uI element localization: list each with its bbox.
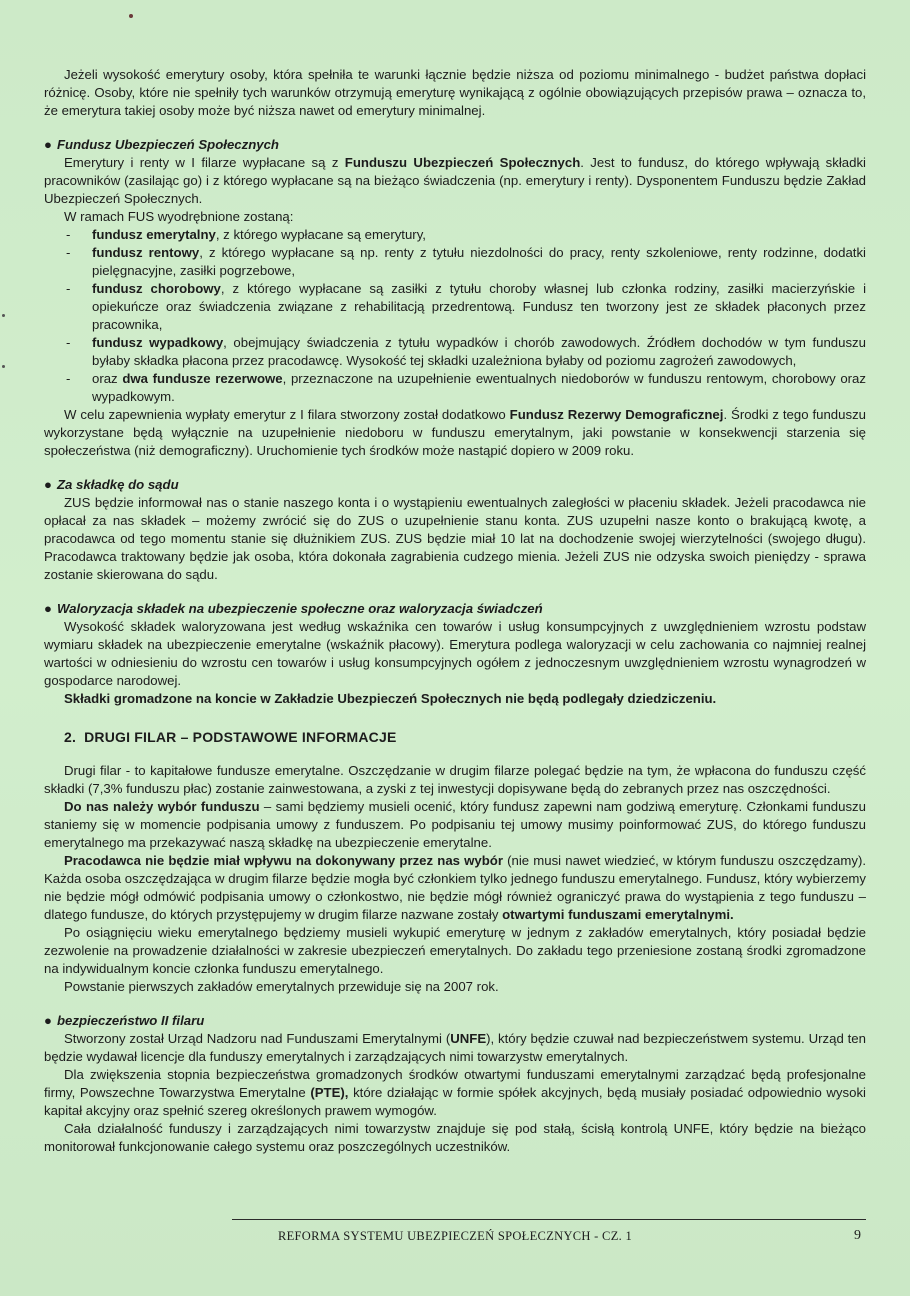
bullet-icon: ●: [44, 601, 52, 616]
section-heading-sad: [44, 476, 866, 494]
list-item: - fundusz rentowy, z którego wypłacane są np. renty z tytułu niezdolności do pracy, renty szkoleniowe, renty rodzinne, dodatki pielęgnacyjne, zasiłki pogrzebowe,: [44, 244, 866, 280]
bullet-icon: ●: [44, 477, 52, 492]
fus-paragraph-3: W celu zapewnienia wypłaty emerytur z I filara stworzony został dodatkowo Fundusz Rezerwy Demograficznej. Środki z tego funduszu wykorzystane będą wyłącznie na uzupełnienie niedoboru w funduszu emerytalnym, jaki powstanie w konsekwencji starzenia się społeczeństwa (niż demograficzny). Uruchomienie tych środków może nastąpić dopiero w 2009 roku.: [44, 407, 866, 458]
margin-mark: [2, 314, 5, 317]
filar2-paragraph-2: Do nas należy wybór funduszu – sami będziemy musieli ocenić, który fundusz zapewni nam godziwą emeryturę. Członkami funduszu staniemy się w momencie podpisania umowy z funduszem. Po podpisaniu tej umowy musimy poinformować ZUS, do którego funduszu emerytalnego ma przekazywać naszą składkę na ubezpieczenie emerytalne.: [44, 799, 866, 850]
footer-rule: [232, 1219, 866, 1220]
section-heading-fus: [44, 136, 866, 154]
print-dot: [129, 14, 133, 18]
chapter-heading: 2. DRUGI FILAR – PODSTAWOWE INFORMACJE: [64, 729, 397, 745]
bezp-paragraph-3: Cała działalność funduszy i zarządzających nimi towarzystw znajduje się pod stałą, ścisłą kontrolą UNFE, który będzie na bieżąco monitorował funkcjonowanie całego systemu oraz poszczególnych uczestników.: [44, 1121, 866, 1154]
section-title: Waloryzacja składek na ubezpieczenie społeczne oraz waloryzacja świadczeń: [56, 601, 543, 616]
section-heading-bezpieczenstwo: [44, 1012, 866, 1030]
bullet-icon: ●: [44, 1013, 52, 1028]
sad-paragraph: ZUS będzie informował nas o stanie naszego konta i o wystąpieniu ewentualnych zaległości w płaceniu składek. Jeżeli pracodawca nie opłacał za nas składek – możemy zwrócić się do ZUS o uzupełnienie stanu konta. ZUS uzupełni nasze konto o brakującą kwotę, a pracodawca od tego momentu stanie się dłużnikiem ZUS. ZUS będzie miał 10 lat na dochodzenie swojej wierzytelności (swojego długu). Pracodawca traktowany będzie jak osoba, która dokonała zagrabienia cudzego mienia. Jeżeli ZUS nie odzyska swoich pieniędzy - sprawa zostanie skierowana do sądu.: [44, 495, 866, 582]
list-item: - fundusz chorobowy, z którego wypłacane są zasiłki z tytułu choroby własnej lub członka rodziny, zasiłki macierzyńskie i opiekuńcze oraz świadczenia związane z rehabilitacją przedrentową. Fundusz ten tworzony jest ze składek płaconych przez pracownika,: [44, 280, 866, 334]
section-heading-waloryzacja: [44, 600, 866, 618]
bullet-icon: ●: [44, 137, 52, 152]
list-item: - fundusz wypadkowy, obejmujący świadczenia z tytułu wypadków i chorób zawodowych. Źródłem dochodów w tym funduszu byłaby składka płacona przez pracodawcę. Wysokość tej składki uzależniona byłaby od poziomu zagrożeń zawodowych,: [44, 334, 866, 370]
bezp-paragraph-2: Dla zwiększenia stopnia bezpieczeństwa gromadzonych środków otwartymi funduszami emerytalnymi zarządzać będą profesjonalne firmy, Powszechne Towarzystwa Emerytalne (PTE), które działając w formie spółek akcyjnych, będą musiały posiadać odpowiednio wysoki kapitał akcyjny oraz spełnić szereg określonych prawem wymogów.: [44, 1067, 866, 1118]
filar2-paragraph-1: Drugi filar - to kapitałowe fundusze emerytalne. Oszczędzanie w drugim filarze polegać będzie na tym, że wpłacona do funduszu część składki (7,3% funduszu płac) zostanie zainwestowana, a zyski z tej inwestycji dopisywane będą do zebranych przez nas oszczędności.: [44, 763, 866, 796]
margin-mark: [2, 365, 5, 368]
document-body: [44, 66, 866, 1156]
intro-paragraph: Jeżeli wysokość emerytury osoby, która spełniła te warunki łącznie będzie niższa od poziomu minimalnego - budżet państwa dopłaci różnicę. Osoby, które nie spełniły tych warunków otrzymują emeryturę wynikającą z ogólnie obowiązujących przepisów prawa – oznacza to, że emerytura takiej osoby może być niższa nawet od emerytury minimalnej.: [44, 67, 866, 118]
section-title: Za składkę do sądu: [56, 477, 179, 492]
filar2-paragraph-4: Po osiągnięciu wieku emerytalnego będziemy musieli wykupić emeryturę w jednym z zakładów emerytalnych, który posiadał będzie zezwolenie na prowadzenie działalności w zakresie ubezpieczeń emerytalnych. Do zakładu tego przeniesione zostaną środki zgromadzone na indywidualnym koncie członka funduszu emerytalnego.: [44, 925, 866, 976]
fus-fund-list: [44, 226, 866, 406]
footer-title: REFORMA SYSTEMU UBEZPIECZEŃ SPOŁECZNYCH - CZ. 1: [277, 1229, 633, 1243]
page-number: 9: [854, 1228, 861, 1243]
filar2-paragraph-3: Pracodawca nie będzie miał wpływu na dokonywany przez nas wybór (nie musi nawet wiedzieć, w którym funduszu oszczędzamy). Każda osoba oszczędzająca w drugim filarze będzie mogła być członkiem tylko jednego funduszu emerytalnego. Fundusz, który wybierzemy nie będzie mógł odmówić podpisania umowy o członkostwo, nie będzie mógł również ograniczyć prawa do wystąpienia z tego funduszu – dlatego fundusze, do których przystępujemy w drugim filarze nazwane zostały otwartymi funduszami emerytalnymi.: [44, 853, 866, 922]
bezp-paragraph-1: Stworzony został Urząd Nadzoru nad Funduszami Emerytalnymi (UNFE), który będzie czuwał nad bezpieczeństwem systemu. Urząd ten będzie wydawał licencje dla funduszy emerytalnych i zarządzających nimi towarzystw emerytalnych.: [44, 1031, 866, 1064]
waloryzacja-paragraph-1: Wysokość składek waloryzowana jest według wskaźnika cen towarów i usług konsumpcyjnych z uwzględnieniem wzrostu podstaw wymiaru składek na ubezpieczenie emerytalne (wskaźnik płacowy). Emerytura podlega waloryzacji w celu zachowania co najmniej realnej wartości w odniesieniu do wzrostu cen towarów i usług konsumpcyjnych ogółem z jednoczesnym uwzględnieniem wzrostu wynagrodzeń w gospodarce narodowej.: [44, 619, 866, 688]
section-title: bezpieczeństwo II filaru: [56, 1013, 205, 1028]
filar2-paragraph-5: Powstanie pierwszych zakładów emerytalnych przewiduje się na 2007 rok.: [64, 979, 499, 994]
waloryzacja-paragraph-2: Składki gromadzone na koncie w Zakładzie Ubezpieczeń Społecznych nie będą podlegały dziedziczeniu.: [64, 691, 717, 706]
list-item: - fundusz emerytalny, z którego wypłacane są emerytury,: [44, 226, 866, 244]
fus-paragraph-1: Emerytury i renty w I filarze wypłacane są z Funduszu Ubezpieczeń Społecznych. Jest to fundusz, do którego wpływają składki pracowników (zasilając go) i z którego wypłacane są na bieżąco świadczenia (np. emerytury i renty). Dysponentem Funduszu będzie Zakład Ubezpieczeń Społecznych.: [44, 155, 866, 206]
section-title: Fundusz Ubezpieczeń Społecznych: [56, 137, 279, 152]
fus-paragraph-2: W ramach FUS wyodrębnione zostaną:: [64, 209, 294, 224]
list-item: - oraz dwa fundusze rezerwowe, przeznaczone na uzupełnienie ewentualnych niedoborów w funduszu rentowym, chorobowy oraz wypadkowym.: [44, 370, 866, 406]
